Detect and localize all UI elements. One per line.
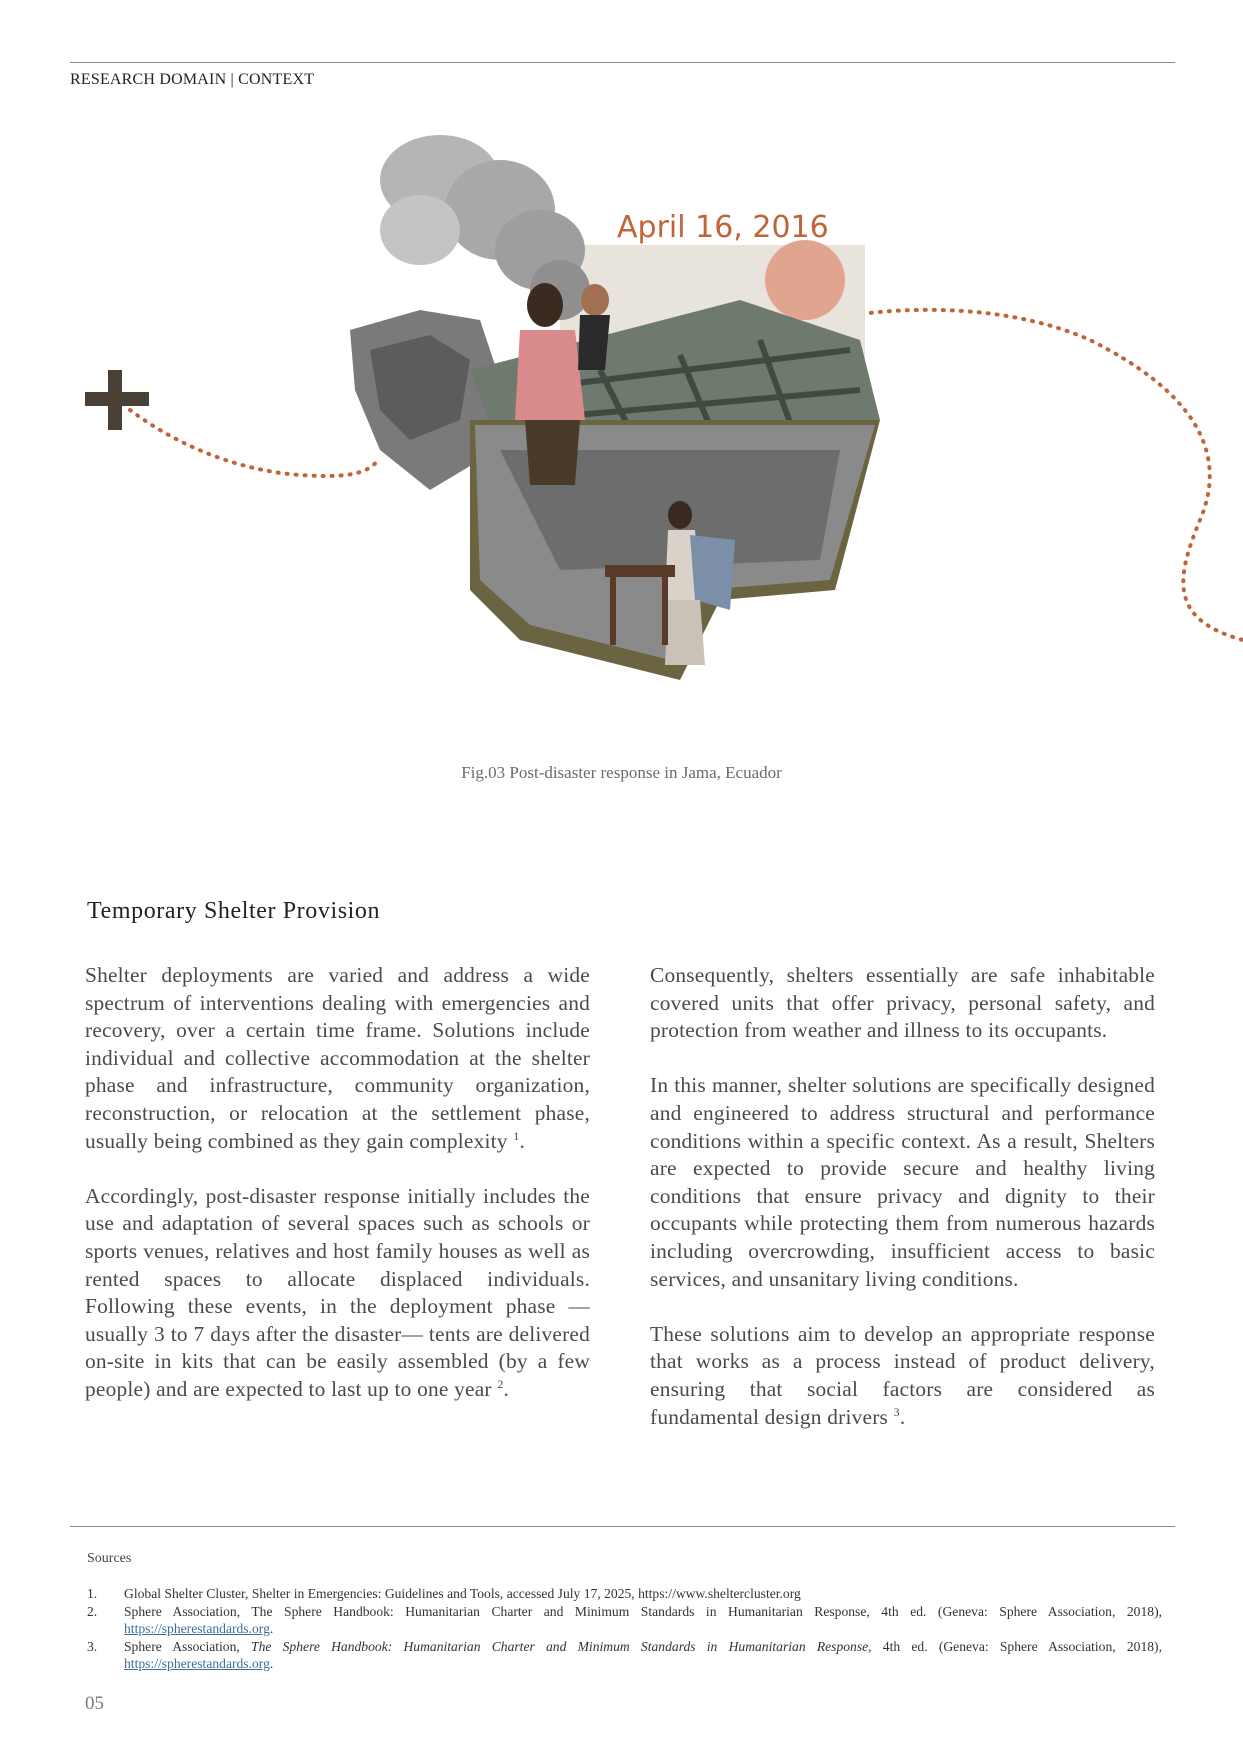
- paragraph: In this manner, shelter solutions are specifically designed and engineered to address structural and performance conditions within a specific context. As a result, Shelters are expected to provide secure and healthy living conditions that ensure privacy and dignity to their occupants while protecting them from numerous hazards including overcrowding, insufficient access to basic services, and unsanitary living conditions.: [650, 1073, 1155, 1291]
- text-column-right: [650, 962, 1155, 1459]
- sources-list: [87, 1585, 1162, 1673]
- paragraph: Accordingly, post-disaster response initially includes the use and adaptation of several spaces such as schools or sports venues, relatives and host family houses as well as rented spaces to allocate displaced individuals. Following these events, in the deployment phase —usually 3 to 7 days after the disaster— tents are delivered on-site in kits that can be easily assembled (by a few people) and are expected to last up to one year $^2$.: [85, 1183, 590, 1401]
- figure-caption: Fig.03 Post-disaster response in Jama, Ecuador: [461, 763, 782, 782]
- source-link[interactable]: https://spherestandards.org: [124, 1656, 270, 1671]
- source-link[interactable]: https://spherestandards.org: [124, 1621, 270, 1636]
- footnote-ref: 2: [497, 1376, 504, 1391]
- page-number: 05: [85, 1693, 104, 1714]
- source-item: 2. Sphere Association, The Sphere Handbook: Humanitarian Charter and Minimum Standards in Humanitarian Response, 4th ed. (Geneva: Sphere Association, 2018), https://spherestandards.org.: [87, 1603, 1162, 1636]
- paragraph: Shelter deployments are varied and address a wide spectrum of interventions dealing with emergencies and recovery, over a certain time frame. Solutions include individual and collective accommodation at the shelter phase and infrastructure, community organization, reconstruction, or relocation at the settlement phase, usually being combined as they gain complexity $^1$.: [85, 963, 590, 1153]
- paragraph: Consequently, shelters essentially are safe inhabitable covered units that offer privacy, personal safety, and protection from weather and illness to its occupants.: [650, 963, 1155, 1043]
- sources-title: Sources: [87, 1551, 132, 1566]
- text-column-left: [85, 962, 590, 1431]
- paragraph: These solutions aim to develop an appropriate response that works as a process instead of product delivery, ensuring that social factors are considered as fundamental design drivers $^3$.: [650, 1321, 1155, 1429]
- date-label: April 16, 2016: [617, 210, 829, 245]
- section-header: RESEARCH DOMAIN | CONTEXT: [70, 71, 315, 88]
- section-title: Temporary Shelter Provision: [87, 898, 381, 924]
- footnote-ref: 3: [893, 1404, 900, 1419]
- post-disaster-collage: [0, 120, 1243, 680]
- source-item: 1. Global Shelter Cluster, Shelter in Emergencies: Guidelines and Tools, accessed July 17, 2025, https://www.sheltercluster.org: [87, 1586, 801, 1601]
- footnote-ref: 1: [513, 1128, 520, 1143]
- dotted-path-left: [130, 410, 380, 476]
- source-item: 3. Sphere Association, The Sphere Handbook: Humanitarian Charter and Minimum Standards in Humanitarian Response, 4th ed. (Geneva: Sphere Association, 2018), https://spherestandards.org.: [87, 1638, 1162, 1671]
- sun-circle: [765, 240, 845, 320]
- footer-divider: [70, 1526, 1175, 1527]
- header-divider: [70, 62, 1175, 63]
- dotted-path-right: [800, 310, 1243, 640]
- plus-icon: [85, 370, 149, 430]
